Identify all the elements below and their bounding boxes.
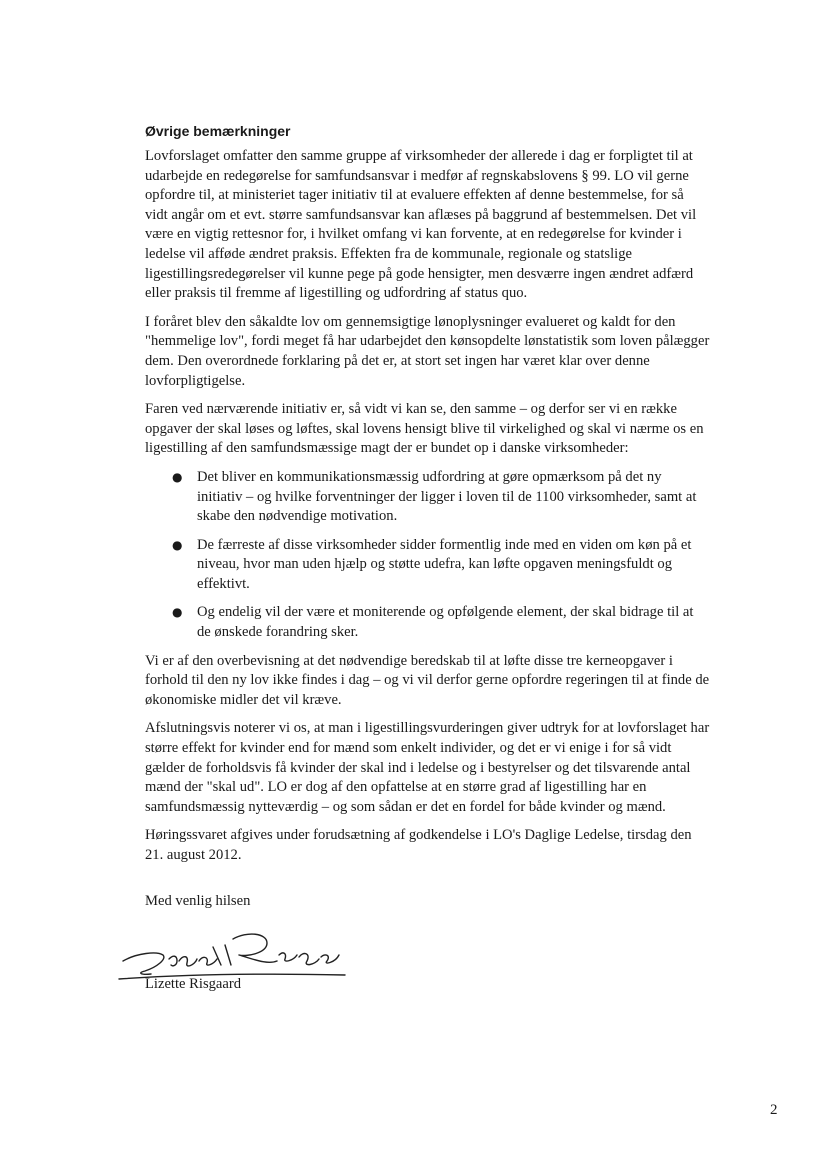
paragraph-6: Høringssvaret afgives under forudsætning af godkendelse i LO's Daglige Ledelse, tirsdag den 21. august 2012.	[145, 827, 692, 863]
paragraph-1: Lovforslaget omfatter den samme gruppe af virksomheder der allerede i dag er forpligtet til at udarbejde en redegørelse for samfundsansvar i medfør af regnskabslovens § 99. LO vil gerne opfordre til, at ministeriet tager initiativ til at evaluere effekten af denne bestemmelse, for så vidt angår om et evt. større samfundsansvar kan aflæses på baggrund af bestemmelsen. Det vil være en vigtig rettesnor for, i hvilket omfang vi kan forvente, at en redegørelse for kvinder i ledelse vil afføde ændret praksis. Effekten fra de kommunale, regionale og statslige ligestillingsredegørelser vil kunne pege på gode hensigter, men desværre ingen ændret adfærd eller praksis til fremme af ligestilling og udfordring af status quo.	[145, 148, 697, 302]
bullet-text: De færreste af disse virksomheder sidder formentlig inde med en viden om køn på et niveau, hvor man uden hjælp og støtte udefra, kan løfte opgaven meningsfuldt og effektivt.	[197, 536, 692, 592]
page-number: 2	[770, 1102, 778, 1118]
bullet-icon: ●	[172, 537, 183, 552]
bullet-item	[172, 603, 710, 642]
bullet-icon: ●	[172, 469, 183, 484]
paragraph-2: I foråret blev den såkaldte lov om gennemsigtige lønoplysninger evalueret og kaldt for den "hemmelige lov", fordi meget få har udarbejdet den kønsopdelte lønstatistik som loven pålægger dem. Den overordnede forklaring på det er, at stort set ingen har været klar over denne lovforpligtigelse.	[145, 313, 710, 389]
bullet-item	[172, 468, 710, 527]
bullet-list	[145, 468, 710, 643]
section-heading: Øvrige bemærkninger	[145, 123, 291, 139]
paragraph-3: Faren ved nærværende initiativ er, så vidt vi kan se, den samme – og derfor ser vi en række opgaver der skal løses og løftes, skal lovens hensigt blive til virkelighed og skal vi nærme os en ligestilling af den samfundsmæssige magt der er bundet op i danske virksomheder:	[145, 401, 704, 457]
closing-greeting: Med venlig hilsen	[145, 892, 251, 909]
document-body	[145, 122, 710, 995]
signer-name: Lizette Risgaard	[145, 976, 242, 993]
bullet-item	[172, 536, 710, 595]
paragraph-4: Vi er af den overbevisning at det nødvendige beredskab til at løfte disse tre kerneopgaver i forhold til den ny lov ikke findes i dag – og vi vil derfor gerne opfordre regeringen til at finde de økonomiske midler det vil kræve.	[145, 652, 710, 708]
bullet-text: Det bliver en kommunikationsmæssig udfordring at gøre opmærksom på det ny initiativ – og hvilke forventninger der ligger i loven til de 1100 virksomheder, samt at skabe den nødvendige motivation.	[197, 468, 697, 525]
bullet-icon: ●	[172, 605, 183, 620]
paragraph-5: Afslutningsvis noterer vi os, at man i ligestillingsvurderingen giver udtryk for at lovforslaget har større effekt for kvinder end for mænd som enkelt individer, og det er vi enige i for så vidt gælder de forholdsvis få kvinder der skal ind i ledelse og i bestyrelser og det tilsvarende antal mænd der "skal ud". LO er dog af den opfattelse at en større grad af ligestilling har en samfundsmæssig nytteværdig – og som sådan er det en fordel for både kvinder og mænd.	[145, 720, 710, 815]
bullet-text: Og endelig vil der være et moniterende og opfølgende element, der skal bidrage til at de ønskede forandring sker.	[197, 604, 694, 641]
